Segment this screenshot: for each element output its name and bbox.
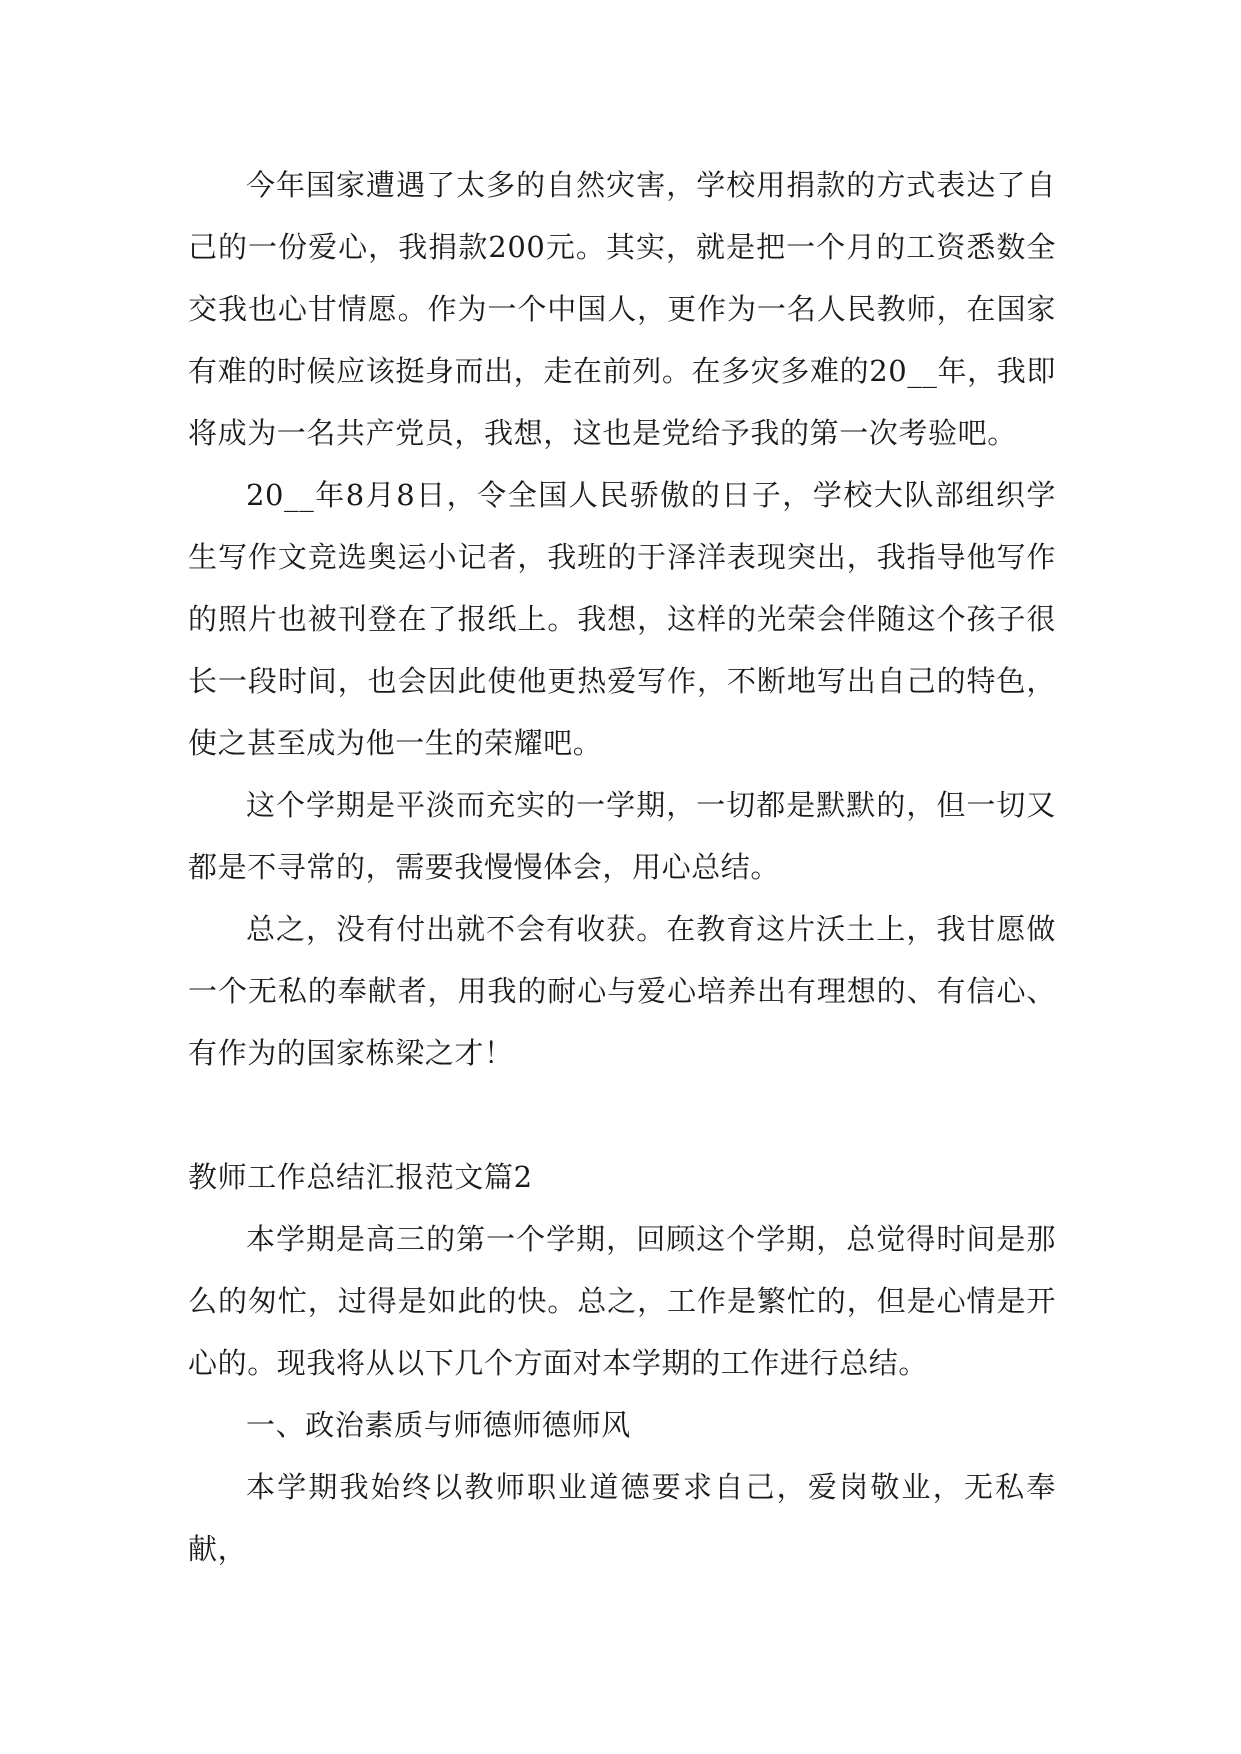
document-body xyxy=(188,154,1056,1580)
paragraph-semester-reflection: 这个学期是平淡而充实的一学期，一切都是默默的，但一切又都是不寻常的，需要我慢慢体会，用心总结。 xyxy=(188,788,1056,884)
paragraph-professional-ethics: 本学期我始终以教师职业道德要求自己，爱岗敬业，无私奉献， xyxy=(188,1470,1056,1566)
subheading-political-quality: 一、政治素质与师德师德师风 xyxy=(246,1408,631,1442)
paragraph-olympic-reporter: 20__年8月8日，令全国人民骄傲的日子，学校大队部组织学生写作文竞选奥运小记者，我班的于泽洋表现突出，我指导他写作的照片也被刊登在了报纸上。我想，这样的光荣会伴随这个孩子很长一段时间，也会因此使他更热爱写作，不断地写出自己的特色，使之甚至成为他一生的荣耀吧。 xyxy=(188,478,1056,760)
section-heading: 教师工作总结汇报范文篇2 xyxy=(188,1160,533,1194)
paragraph-semester-intro: 本学期是高三的第一个学期，回顾这个学期，总觉得时间是那么的匆忙，过得是如此的快。总之，工作是繁忙的，但是心情是开心的。现我将从以下几个方面对本学期的工作进行总结。 xyxy=(188,1222,1056,1380)
paragraph-donation: 今年国家遭遇了太多的自然灾害，学校用捐款的方式表达了自己的一份爱心，我捐款200元。其实，就是把一个月的工资悉数全交我也心甘情愿。作为一个中国人，更作为一名人民教师，在国家有难的时候应该挺身而出，走在前列。在多灾多难的20__年，我即将成为一名共产党员，我想，这也是党给予我的第一次考验吧。 xyxy=(188,168,1056,450)
section-2 xyxy=(188,1146,1056,1580)
paragraph-conclusion: 总之，没有付出就不会有收获。在教育这片沃土上，我甘愿做一个无私的奉献者，用我的耐心与爱心培养出有理想的、有信心、有作为的国家栋梁之才！ xyxy=(188,912,1056,1070)
